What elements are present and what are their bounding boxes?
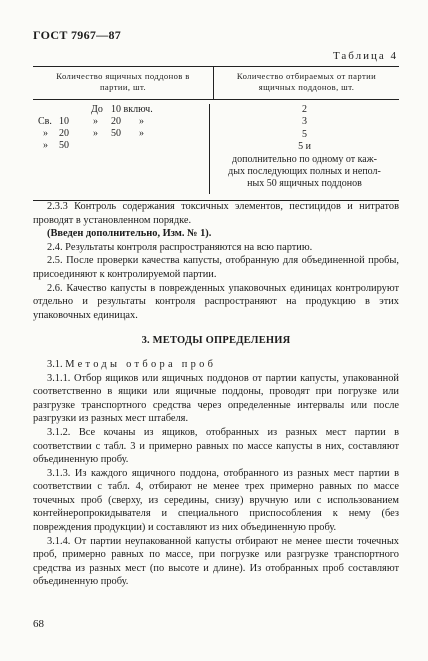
paragraph-2-6: 2.6. Качество капусты в поврежденных упаковочных единицах контролируют отдельно и результаты контроля распространяют на продукцию в этих упаковочных единицах. <box>33 282 399 321</box>
table-header-pallets-in-lot: Количество ящичных поддонов в партии, шт. <box>33 67 214 99</box>
subsection-heading-3-1 <box>33 358 399 372</box>
table-cell: » <box>139 128 144 139</box>
table-cell: 2 <box>302 104 307 115</box>
table-cell: дополнительно по одному от каж- <box>232 153 377 165</box>
paragraph-3-1-1: 3.1.1. Отбор ящиков или ящичных поддонов от партии капусты, упакованной соответственно в ящики или ящичные поддоны, проводят при погрузке или разгрузке транспортного средства через определенные интервалы или после разгрузки из разных мест штабеля. <box>33 372 399 425</box>
paragraph-3-1-4: 3.1.4. От партии неупакованной капусты отбирают не менее шести точечных проб, примерно равных по массе, при погрузке или разгрузке транспортного средства из разных мест (по высоте и длине). Из отобранных проб составляют объединенную пробу. <box>33 535 399 588</box>
table-column-lot-size <box>33 104 210 194</box>
paragraph-2-4: 2.4. Результаты контроля распространяются на всю партию. <box>47 241 313 253</box>
table-body <box>33 100 399 200</box>
table-header-row <box>33 67 399 100</box>
table-cell: » <box>139 116 144 127</box>
table-cell: 10 включ. <box>111 104 153 115</box>
table-cell: 5 <box>302 128 307 140</box>
subsection-number: 3.1. <box>47 358 63 370</box>
table-cell: 3 <box>302 116 307 128</box>
paragraph-2-5: 2.5. После проверки качества капусты, отобранную для объединенной пробы, присоединяют к контролируемой партии. <box>33 255 399 280</box>
paragraph-2-3-3: 2.3.3 Контроль содержания токсичных элементов, пестицидов и нитратов проводят в установленном порядке. <box>33 201 399 226</box>
standard-header: ГОСТ 7967—87 <box>33 28 122 42</box>
table-cell: 20 <box>111 116 121 127</box>
subsection-title: Методы отбора проб <box>65 358 217 370</box>
table-cell: 5 и <box>298 141 311 153</box>
table-cell: » <box>43 128 48 139</box>
document-body <box>33 200 399 589</box>
table-cell: » <box>43 140 48 151</box>
table-cell: » <box>93 128 98 139</box>
paragraph-3-1-3: 3.1.3. Из каждого ящичного поддона, отобранного из разных мест партии в соответствии с табл. 4, отбирают не менее трех примерно равных по массе точечных проб (сверху, из середины, снизу) вручную или с использованием контейнеропрокидывателя и специального приспособления к нему (без повреждения продукции) и составляют из них объединенную пробу. <box>33 467 399 534</box>
table-cell: ных 50 ящичных поддонов <box>247 178 362 190</box>
table-cell: 50 <box>111 128 121 139</box>
table-cell: До <box>91 104 103 115</box>
table-cell: 50 <box>59 140 69 151</box>
section-title: 3. МЕТОДЫ ОПРЕДЕЛЕНИЯ <box>141 335 291 347</box>
table-cell: 20 <box>59 128 69 139</box>
paragraph-3-1-2: 3.1.2. Все кочаны из ящиков, отобранных из разных мест партии в соответствии с табл. 3 и примерно равных по массе капусты в них, составляют объединенную пробу. <box>33 426 399 466</box>
table-cell: » <box>93 116 98 127</box>
table-header-pallets-sampled: Количество отбираемых от партии ящичных поддонов, шт. <box>236 71 377 92</box>
page-number: 68 <box>33 618 44 630</box>
sampling-table <box>33 66 399 201</box>
amendment-note: (Введен дополнительно, Изм. № 1). <box>47 228 212 240</box>
table-cell: дых последующих полных и непол- <box>228 166 381 178</box>
table-caption: Таблица 4 <box>332 50 398 62</box>
table-cell: 10 <box>59 116 69 127</box>
table-column-sample-count <box>210 104 399 194</box>
table-cell: Св. <box>38 116 52 127</box>
